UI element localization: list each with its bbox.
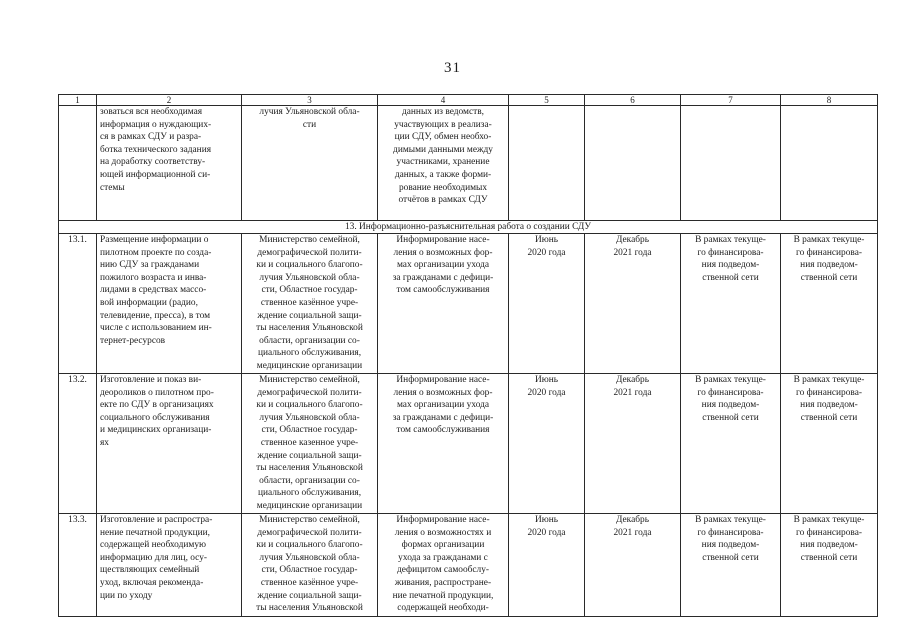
executors-cell: Министерство семейной, демографической полити- ки и социального благопо- лучия Ульяновской обла- сти, Областное государ- ственное казённое учре- ждение социальной защи- ты населения Ульяновской области, организации со- циального обслуживания, медицинские организации [242, 234, 378, 374]
column-header: 3 [242, 95, 378, 106]
executors-cell: лучия Ульяновской обла- сти [242, 106, 378, 221]
table-row [59, 514, 878, 617]
result-cell: данных из ведомств, участвующих в реализа- ции СДУ, обмен необхо- димыми данными между участниками, хранение данных, а также форми- рование необходимых отчётов в рамках СДУ [378, 106, 509, 221]
action-plan-table [58, 94, 878, 617]
end-date-cell [585, 106, 681, 221]
funding-cell: В рамках текуще- го финансирова- ния подведом- ственной сети [781, 374, 878, 514]
section-heading-row [59, 221, 878, 234]
funding-cell: В рамках текуще- го финансирова- ния подведом- ственной сети [781, 234, 878, 374]
continuation-row [59, 106, 878, 221]
column-header: 1 [59, 95, 97, 106]
table-row [59, 234, 878, 374]
table-row [59, 374, 878, 514]
activity-cell: Изготовление и показ ви- деороликов о пилотном про- екте по СДУ в организациях социального обслуживания и медицинских организаци- ях [97, 374, 242, 514]
column-header: 2 [97, 95, 242, 106]
funding-cell [681, 106, 781, 221]
result-cell: Информирование насе- ления о возможностях и формах организации ухода за гражданами с дефицитом самообслу- живания, распростране- ние печатной продукции, содержащей необходи- [378, 514, 509, 617]
result-cell: Информирование насе- ления о возможных фор- мах организации ухода за гражданами с дефици- том самообслуживания [378, 234, 509, 374]
funding-cell: В рамках текуще- го финансирова- ния подведом- ственной сети [681, 514, 781, 617]
end-date-cell: Декабрь 2021 года [585, 374, 681, 514]
start-date-cell [509, 106, 585, 221]
page-number: 31 [444, 60, 461, 76]
funding-cell [781, 106, 878, 221]
activity-cell: Изготовление и распростра- нение печатной продукции, содержащей необходимую информацию для лиц, осу- ществляющих семейный уход, включая рекоменда- ции по уходу [97, 514, 242, 617]
result-cell: Информирование насе- ления о возможных фор- мах организации ухода за гражданами с дефици- том самообслуживания [378, 374, 509, 514]
row-number-cell: 13.1. [59, 234, 97, 374]
column-header: 8 [781, 95, 878, 106]
funding-cell: В рамках текуще- го финансирова- ния подведом- ственной сети [781, 514, 878, 617]
column-header: 5 [509, 95, 585, 106]
column-header: 6 [585, 95, 681, 106]
executors-cell: Министерство семейной, демографической полити- ки и социального благопо- лучия Ульяновской обла- сти, Областное государ- ственное казенное учре- ждение социальной защи- ты населения Ульяновской области, организации со- циального обслуживания, медицинские организации [242, 374, 378, 514]
row-number-cell [59, 106, 97, 221]
end-date-cell: Декабрь 2021 года [585, 234, 681, 374]
funding-cell: В рамках текуще- го финансирова- ния подведом- ственной сети [681, 374, 781, 514]
column-header: 7 [681, 95, 781, 106]
activity-cell: Размещение информации о пилотном проекте по созда- нию СДУ за гражданами пожилого возраста и инва- лидами в средствах массо- вой информации (радио, телевидение, пресса), в том числе с использованием ин- тернет-ресурсов [97, 234, 242, 374]
column-header: 4 [378, 95, 509, 106]
column-number-header-row [59, 95, 878, 106]
end-date-cell: Декабрь 2021 года [585, 514, 681, 617]
start-date-cell: Июнь 2020 года [509, 374, 585, 514]
start-date-cell: Июнь 2020 года [509, 514, 585, 617]
section-title: 13. Информационно-разъяснительная работа о создании СДУ [59, 221, 878, 234]
row-number-cell: 13.3. [59, 514, 97, 617]
start-date-cell: Июнь 2020 года [509, 234, 585, 374]
row-number-cell: 13.2. [59, 374, 97, 514]
funding-cell: В рамках текуще- го финансирова- ния подведом- ственной сети [681, 234, 781, 374]
executors-cell: Министерство семейной, демографической полити- ки и социального благопо- лучия Ульяновской обла- сти, Областное государ- ственное казённое учре- ждение социальной защи- ты населения Ульяновской [242, 514, 378, 617]
activity-cell: зоваться вся необходимая информация о нуждающих- ся в рамках СДУ и разра- ботка технического задания на доработку соответству- ющей информационной си- стемы [97, 106, 242, 221]
